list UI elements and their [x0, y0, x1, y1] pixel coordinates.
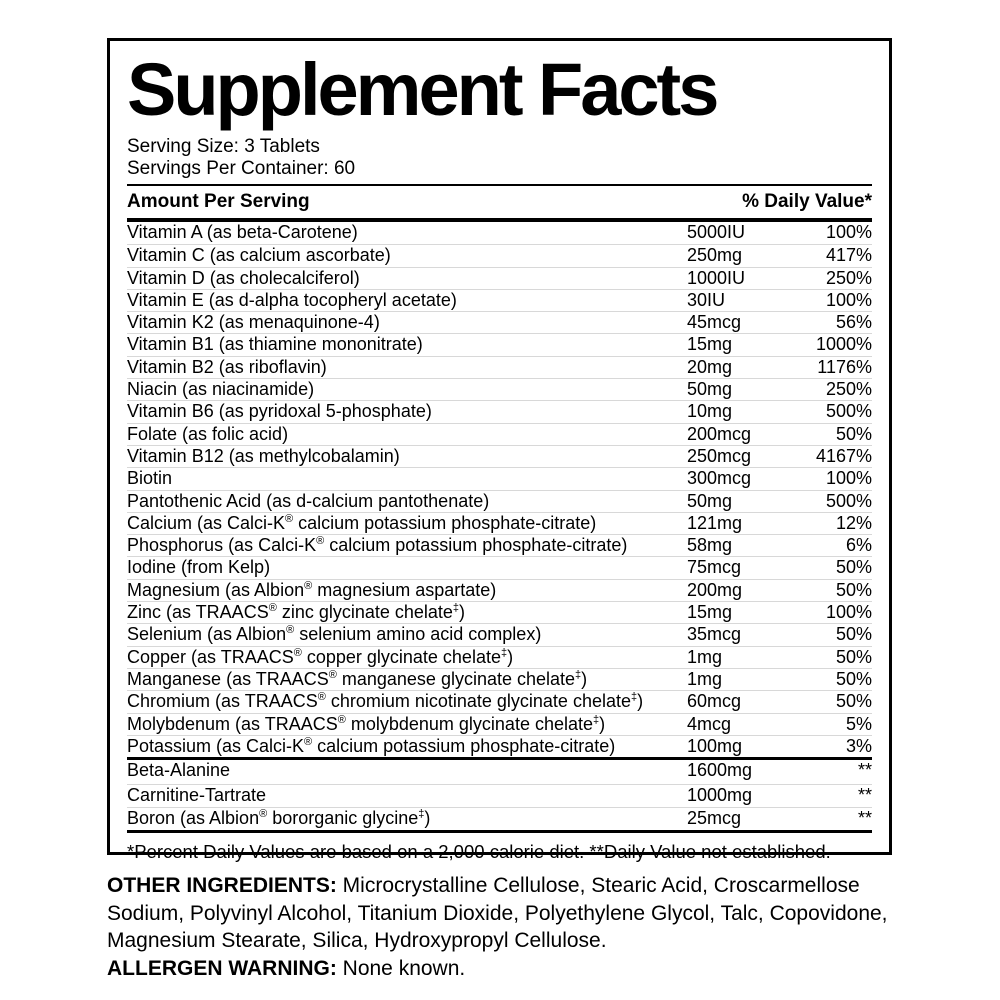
nutrient-name: Folate (as folic acid): [127, 423, 289, 444]
other-ingredients-paragraph: [107, 872, 907, 955]
nutrient-daily-value: 50%: [835, 646, 872, 667]
nutrient-daily-value: 50%: [835, 579, 872, 600]
nutrient-name: Iodine (from Kelp): [127, 557, 271, 578]
nutrient-name: Potassium (as Calci-K® calcium potassium phosphate-citrate): [127, 735, 616, 756]
nutrient-amount: 75mcg: [687, 557, 742, 578]
nutrient-amount: 15mg: [687, 602, 733, 623]
nutrient-name: Vitamin D (as cholecalciferol): [127, 267, 360, 288]
nutrient-amount: 5000IU: [687, 222, 746, 242]
nutrient-name: Boron (as Albion® bororganic glycine‡): [127, 807, 431, 828]
nutrient-name: Beta-Alanine: [127, 760, 231, 781]
nutrient-amount: 250mcg: [687, 445, 752, 466]
table-row: [127, 289, 872, 311]
nutrient-daily-value: 12%: [835, 512, 872, 533]
table-row: [127, 333, 872, 355]
nutrient-amount: 35mcg: [687, 624, 742, 645]
nutrient-name: Carnitine-Tartrate: [127, 784, 267, 805]
servings-per-container: Servings Per Container: 60: [127, 158, 356, 179]
nutrient-amount: 50mg: [687, 490, 733, 511]
below-panel-text: [107, 872, 907, 982]
nutrient-name: Biotin: [127, 468, 173, 489]
table-row: [127, 490, 872, 512]
nutrient-amount: 45mcg: [687, 312, 742, 333]
nutrient-daily-value: **: [857, 760, 872, 781]
nutrient-daily-value: 250%: [825, 379, 872, 400]
table-row: [127, 646, 872, 668]
nutrient-daily-value: 5%: [845, 713, 872, 734]
nutrient-daily-value: **: [857, 784, 872, 805]
nutrient-amount: 30IU: [687, 289, 726, 310]
nutrient-amount: 20mg: [687, 356, 733, 377]
table-row: [127, 400, 872, 422]
nutrient-amount: 200mg: [687, 579, 743, 600]
nutrient-daily-value: 50%: [835, 557, 872, 578]
nutrient-name: Niacin (as niacinamide): [127, 379, 315, 400]
nutrient-name: Zinc (as TRAACS® zinc glycinate chelate‡): [127, 602, 466, 623]
nutrient-amount: 10mg: [687, 401, 733, 422]
nutrient-daily-value: **: [857, 807, 872, 828]
nutrient-name: Vitamin A (as beta-Carotene): [127, 222, 358, 242]
table-row: [127, 512, 872, 534]
table-row: [127, 267, 872, 289]
nutrient-name: Vitamin K2 (as menaquinone-4): [127, 312, 380, 333]
nutrient-amount: 50mg: [687, 379, 733, 400]
table-row: [127, 713, 872, 735]
nutrient-amount: 1000IU: [687, 267, 746, 288]
table-row: [127, 579, 872, 601]
table-row: [127, 623, 872, 645]
table-row: [127, 690, 872, 712]
nutrient-name: Magnesium (as Albion® magnesium aspartate): [127, 579, 497, 600]
nutrient-daily-value: 500%: [825, 490, 872, 511]
nutrient-name: Pantothenic Acid (as d-calcium pantothenate): [127, 490, 490, 511]
nutrient-daily-value: 100%: [825, 602, 872, 623]
nutrient-daily-value: 100%: [825, 222, 872, 242]
table-row: [127, 760, 872, 783]
nutrient-daily-value: 250%: [825, 267, 872, 288]
nutrient-daily-value: 100%: [825, 289, 872, 310]
table-row: [127, 356, 872, 378]
nutrient-amount: 1mg: [687, 668, 723, 689]
nutrient-daily-value: 4167%: [815, 445, 872, 466]
table-row: [127, 378, 872, 400]
nutrient-amount: 1000mg: [687, 784, 753, 805]
nutrient-amount: 1mg: [687, 646, 723, 667]
nutrient-amount: 58mg: [687, 535, 733, 556]
supplement-facts-panel: [107, 38, 892, 863]
nutrient-amount: 1600mg: [687, 760, 753, 781]
nutrient-name: Manganese (as TRAACS® manganese glycinate chelate‡): [127, 668, 588, 689]
nutrient-name: Molybdenum (as TRAACS® molybdenum glycinate chelate‡): [127, 713, 606, 734]
nutrient-name: Chromium (as TRAACS® chromium nicotinate glycinate chelate‡): [127, 691, 644, 712]
table-row: [127, 222, 872, 244]
nutrient-amount: 300mcg: [687, 468, 752, 489]
nutrient-daily-value: 1000%: [815, 334, 872, 355]
nutrient-name: Calcium (as Calci-K® calcium potassium phosphate-citrate): [127, 512, 597, 533]
nutrient-amount: 15mg: [687, 334, 733, 355]
table-row: [127, 311, 872, 333]
nutrient-rows: [127, 222, 872, 757]
extra-ingredient-rows: [127, 760, 872, 830]
nutrient-daily-value: 100%: [825, 468, 872, 489]
table-row: [127, 668, 872, 690]
other-ingredients-text: Microcrystalline Cellulose, Stearic Acid, Croscarmellose Sodium, Polyvinyl Alcohol, Titanium Dioxide, Polyethylene Glycol, Talc, Copovidone, Magnesium Stearate, Silica, Hydroxypropyl Cellulose.: [107, 874, 888, 952]
table-row: [127, 807, 872, 830]
nutrient-daily-value: 50%: [835, 668, 872, 689]
table-row: [127, 556, 872, 578]
nutrient-daily-value: 50%: [835, 423, 872, 444]
nutrient-name: Vitamin B6 (as pyridoxal 5-phosphate): [127, 401, 432, 422]
nutrient-amount: 121mg: [687, 512, 743, 533]
nutrient-daily-value: 6%: [845, 535, 872, 556]
daily-value-header: % Daily Value*: [742, 191, 872, 212]
daily-value-footnote: *Percent Daily Values are based on a 2,000 calorie diet. **Daily Value not established.: [127, 841, 831, 863]
nutrient-name: Vitamin B12 (as methylcobalamin): [127, 445, 400, 466]
nutrient-amount: 100mg: [687, 735, 743, 756]
nutrient-daily-value: 500%: [825, 401, 872, 422]
table-row: [127, 784, 872, 807]
nutrient-daily-value: 50%: [835, 691, 872, 712]
table-row: [127, 601, 872, 623]
nutrient-amount: 60mcg: [687, 691, 742, 712]
nutrient-daily-value: 50%: [835, 624, 872, 645]
table-row: [127, 244, 872, 266]
nutrient-amount: 25mcg: [687, 807, 742, 828]
nutrient-name: Vitamin E (as d-alpha tocopheryl acetate): [127, 289, 457, 310]
nutrient-amount: 4mcg: [687, 713, 732, 734]
nutrient-daily-value: 56%: [835, 312, 872, 333]
nutrient-name: Vitamin B1 (as thiamine mononitrate): [127, 334, 423, 355]
table-row: [127, 445, 872, 467]
nutrient-name: Copper (as TRAACS® copper glycinate chelate‡): [127, 646, 514, 667]
nutrient-daily-value: 3%: [845, 735, 872, 756]
table-row: [127, 423, 872, 445]
table-row: [127, 467, 872, 489]
nutrient-daily-value: 1176%: [817, 356, 872, 377]
table-row: [127, 534, 872, 556]
nutrient-amount: 250mg: [687, 245, 743, 266]
nutrient-name: Selenium (as Albion® selenium amino acid complex): [127, 624, 542, 645]
panel-title: Supplement Facts: [127, 48, 717, 131]
table-row: [127, 735, 872, 757]
nutrient-name: Vitamin C (as calcium ascorbate): [127, 245, 391, 266]
serving-size: Serving Size: 3 Tablets: [127, 136, 320, 157]
amount-per-serving-header: Amount Per Serving: [127, 191, 310, 212]
allergen-warning-text: None known.: [336, 956, 466, 980]
nutrient-amount: 200mcg: [687, 423, 752, 444]
nutrient-name: Phosphorus (as Calci-K® calcium potassium phosphate-citrate): [127, 535, 628, 556]
allergen-warning-label: ALLERGEN WARNING:: [107, 956, 337, 980]
nutrient-daily-value: 417%: [825, 245, 872, 266]
allergen-warning-paragraph: [107, 955, 907, 983]
other-ingredients-label: OTHER INGREDIENTS:: [107, 874, 337, 897]
nutrient-name: Vitamin B2 (as riboflavin): [127, 356, 327, 377]
table-header-row: [127, 186, 872, 218]
